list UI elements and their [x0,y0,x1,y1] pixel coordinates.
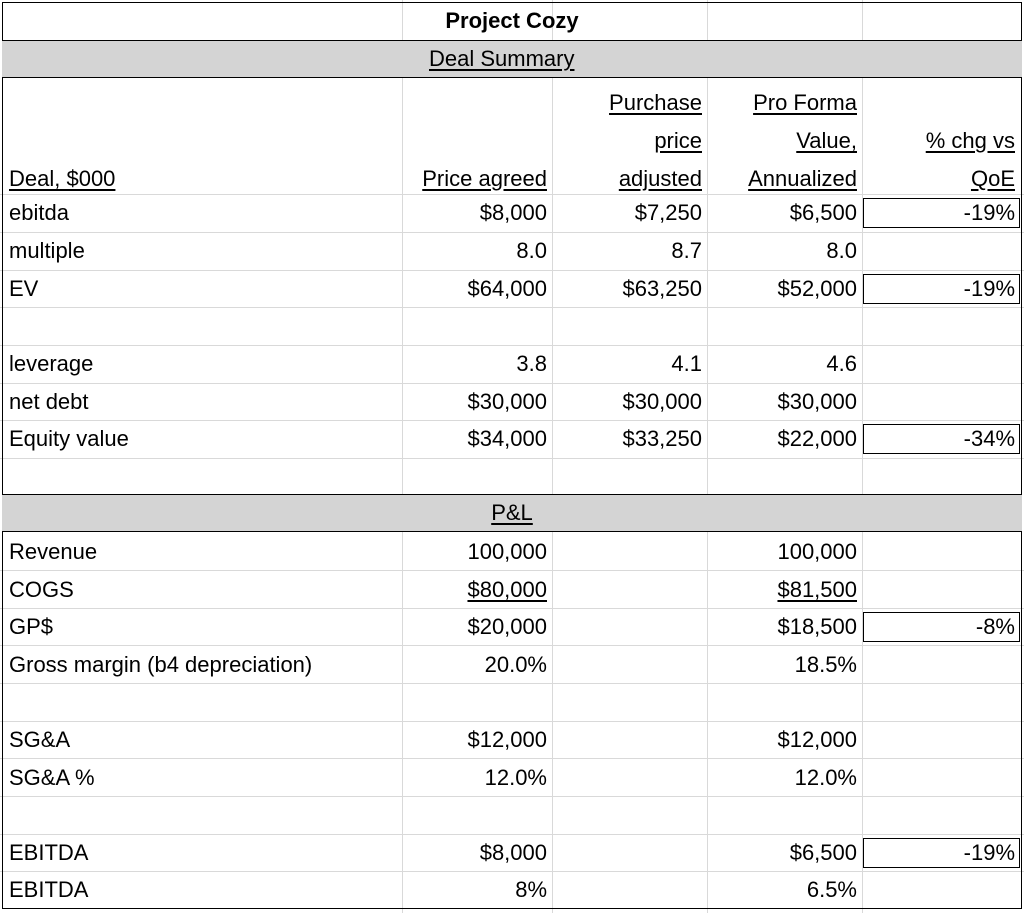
pl-header: P&L [491,500,533,525]
col-header-price-agreed: Price agreed [422,166,547,191]
cell-proforma: 18.5% [794,652,857,677]
cell-price-agreed: $8,000 [479,840,547,865]
cell-purchase: $7,250 [634,200,702,225]
cell-price-agreed: 8% [515,877,547,902]
col-header-purchase-3: adjusted [618,166,702,191]
cell-proforma: $52,000 [777,276,857,301]
cell-proforma: 8.0 [826,238,857,263]
row-label: Gross margin (b4 depreciation) [9,652,313,677]
row-label: Revenue [9,539,98,564]
cell-proforma: $18,500 [777,614,857,639]
col-header-label: Deal, $000 [9,166,116,191]
cell-pct-chg: -19% [963,276,1015,301]
cell-price-agreed: $20,000 [467,614,547,639]
cell-proforma: 4.6 [826,351,857,376]
cell-proforma: 100,000 [777,539,857,564]
cell-purchase: $63,250 [622,276,702,301]
cell-purchase: $33,250 [622,426,702,451]
cell-proforma: $12,000 [777,727,857,752]
cell-price-agreed: 8.0 [516,238,547,263]
col-header-proforma-3: Annualized [748,166,857,191]
cell-price-agreed: $30,000 [467,389,547,414]
cell-price-agreed: 20.0% [484,652,547,677]
cell-pct-chg: -19% [963,840,1015,865]
deal-summary-header: Deal Summary [429,46,575,71]
row-label: leverage [9,351,94,376]
row-label: SG&A [9,727,71,752]
cell-pct-chg: -19% [963,200,1015,225]
row-label: Equity value [9,426,129,451]
row-label: net debt [9,389,89,414]
page-title: Project Cozy [445,8,579,33]
cell-proforma: 6.5% [806,877,857,902]
cell-price-agreed: 12.0% [484,765,547,790]
cell-proforma: $22,000 [777,426,857,451]
col-header-pct-chg-2: QoE [970,166,1015,191]
col-header-pct-chg-1: % chg vs [925,128,1015,153]
row-label: COGS [9,577,74,602]
cell-proforma: $6,500 [789,840,857,865]
cell-price-agreed: 3.8 [516,351,547,376]
cell-proforma: 12.0% [794,765,857,790]
row-label: ebitda [9,200,69,225]
cell-pct-chg: -34% [963,426,1015,451]
cell-price-agreed: 100,000 [467,539,547,564]
col-header-purchase-2: price [654,128,702,153]
col-header-purchase-1: Purchase [609,90,702,115]
row-label: EV [9,276,39,301]
row-label: GP$ [9,614,54,639]
cell-purchase: $30,000 [622,389,702,414]
cell-purchase: 4.1 [671,351,702,376]
row-label: SG&A % [9,765,95,790]
cell-proforma: $6,500 [789,200,857,225]
cell-proforma: $81,500 [777,577,857,602]
row-label: EBITDA [9,877,89,902]
col-header-proforma-1: Pro Forma [753,90,857,115]
cell-pct-chg: -8% [975,614,1015,639]
cell-price-agreed: $80,000 [467,577,547,602]
cell-price-agreed: $64,000 [467,276,547,301]
cell-price-agreed: $34,000 [467,426,547,451]
row-label: EBITDA [9,840,89,865]
cell-proforma: $30,000 [777,389,857,414]
col-header-proforma-2: Value, [796,128,857,153]
cell-price-agreed: $8,000 [479,200,547,225]
cell-purchase: 8.7 [671,238,702,263]
cell-price-agreed: $12,000 [467,727,547,752]
row-label: multiple [9,238,85,263]
